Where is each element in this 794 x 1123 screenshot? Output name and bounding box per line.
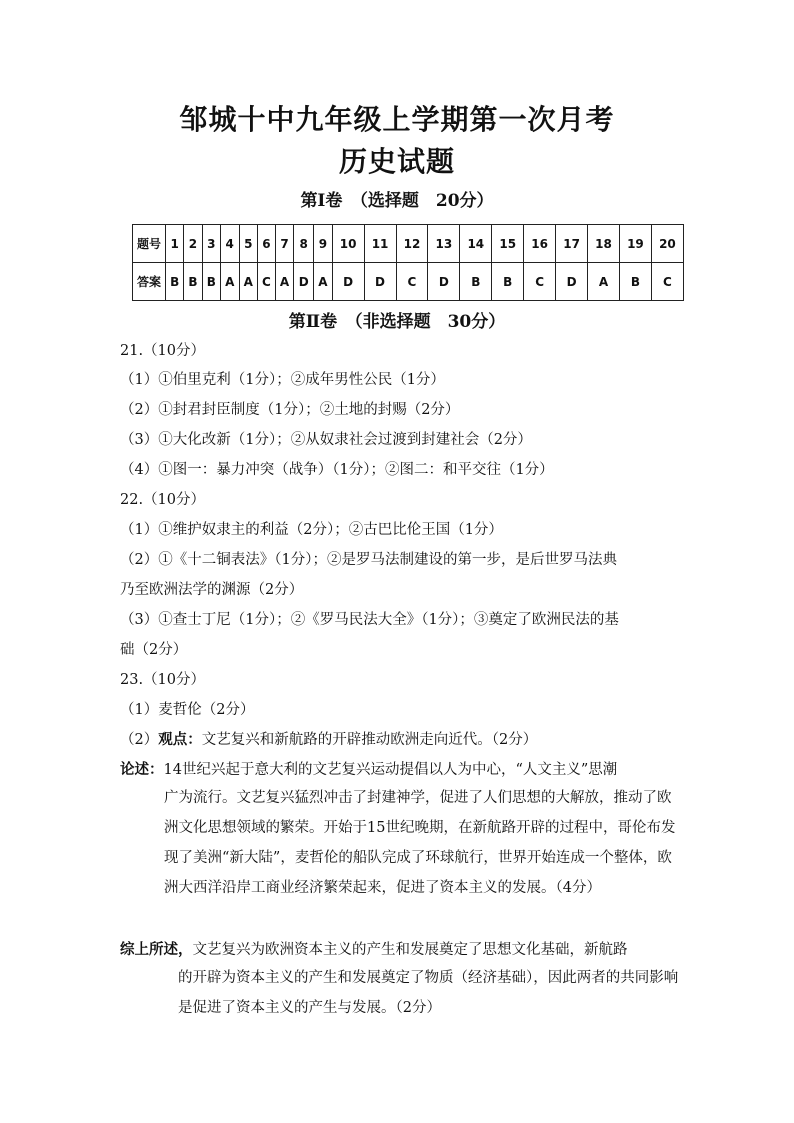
answer-cell: A [220, 263, 239, 301]
question-number-cell: 10 [332, 225, 364, 263]
q22-answer-3-line2: 础（2分） [120, 642, 188, 658]
question-number-cell: 9 [314, 225, 333, 263]
question-number-cell: 1 [166, 225, 184, 263]
answer-cell: A [239, 263, 258, 301]
answer-cell: D [428, 263, 460, 301]
q23-answer-2 [120, 730, 537, 750]
row-label-question-number: 题号 [133, 225, 166, 263]
question-number-cell: 7 [275, 225, 294, 263]
argument-first-line [120, 760, 617, 780]
answer-row [133, 263, 684, 301]
question-number-cell: 13 [428, 225, 460, 263]
q21-answer-1: （1）①伯里克利（1分）；②成年男性公民（1分） [120, 372, 445, 388]
answer-cell: B [202, 263, 220, 301]
answer-table [132, 224, 684, 301]
answer-cell: B [492, 263, 524, 301]
q23-answer-2-prefix: （2） [120, 732, 159, 748]
answer-cell: B [184, 263, 202, 301]
q21-answer-2: （2）①封君封臣制度（1分）；②土地的封赐（2分） [120, 402, 460, 418]
answer-cell: C [396, 263, 428, 301]
answer-cell: A [588, 263, 620, 301]
question-number-cell: 8 [294, 225, 314, 263]
question-number-cell: 14 [460, 225, 492, 263]
question-number-cell: 4 [220, 225, 239, 263]
question-number-cell: 15 [492, 225, 524, 263]
summary-first-text: 文艺复兴为欧洲资本主义的产生和发展奠定了思想文化基础，新航路 [192, 942, 628, 958]
q22-answer-1: （1）①维护奴隶主的利益（2分）；②古巴比伦王国（1分） [120, 522, 503, 538]
exam-subtitle: 历史试题 [338, 145, 455, 178]
question-number-cell: 12 [396, 225, 428, 263]
question-number-cell: 16 [524, 225, 556, 263]
question-number-cell: 17 [556, 225, 588, 263]
answer-cell: B [619, 263, 651, 301]
q22-answer-2-line2: 乃至欧洲法学的渊源（2分） [120, 582, 304, 598]
section-1-title: 第Ⅰ卷 （选择题 20分） [300, 191, 494, 211]
answer-cell: D [364, 263, 396, 301]
q22-answer-2-line1: （2）①《十二铜表法》（1分）；②是罗马法制建设的第一步，是后世罗马法典 [120, 552, 617, 568]
argument-body: 广为流行。文艺复兴猛烈冲击了封建神学，促进了人们思想的大解放，推动了欧洲文化思想领域的繁荣。开始于15世纪晚期，在新航路开辟的过程中，哥伦布发现了美洲“新大陆”，麦哲伦的船队完成了环球航行，世界开始连成一个整体，欧洲大西洋沿岸工商业经济繁荣起来，促进了资本主义的发展。（4分） [164, 790, 676, 896]
question-number-cell: 19 [619, 225, 651, 263]
answer-cell: A [275, 263, 294, 301]
answer-cell: D [294, 263, 314, 301]
answer-cell: C [258, 263, 276, 301]
summary-first-line [120, 940, 628, 960]
question-number-cell: 2 [184, 225, 202, 263]
q23-answer-1: （1）麦哲伦（2分） [120, 702, 255, 718]
question-number-cell: 20 [651, 225, 683, 263]
answer-cell: A [314, 263, 333, 301]
answer-cell: C [651, 263, 683, 301]
answer-cell: D [556, 263, 588, 301]
answer-cell: C [524, 263, 556, 301]
answer-cell: B [460, 263, 492, 301]
summary-label: 综上所述， [120, 941, 193, 958]
answer-cell: D [332, 263, 364, 301]
q22-answer-3-line1: （3）①查士丁尼（1分）；②《罗马民法大全》（1分）；③奠定了欧洲民法的基 [120, 612, 619, 628]
argument-first-text: 14世纪兴起于意大利的文艺复兴运动提倡以人为中心，“人文主义”思潮 [163, 762, 618, 778]
q21-answer-3: （3）①大化改新（1分）；②从奴隶社会过渡到封建社会（2分） [120, 432, 532, 448]
question-number-cell: 3 [202, 225, 220, 263]
question-number-cell: 18 [588, 225, 620, 263]
argument-label: 论述： [120, 761, 164, 778]
viewpoint-label: 观点： [158, 731, 202, 748]
section-2-title: 第Ⅱ卷 （非选择题 30分） [288, 312, 506, 332]
q21-heading: 21.（10分） [120, 343, 206, 359]
q23-heading: 23.（10分） [120, 672, 206, 688]
answer-cell: B [166, 263, 184, 301]
question-number-cell: 11 [364, 225, 396, 263]
question-number-cell: 5 [239, 225, 258, 263]
q21-answer-4: （4）①图一：暴力冲突（战争）（1分）；②图二：和平交往（1分） [120, 462, 554, 478]
question-number-cell: 6 [258, 225, 276, 263]
exam-title: 邹城十中九年级上学期第一次月考 [179, 103, 615, 136]
q22-heading: 22.（10分） [120, 492, 206, 508]
row-label-answer: 答案 [133, 263, 166, 301]
viewpoint-text: 文艺复兴和新航路的开辟推动欧洲走向近代。（2分） [201, 732, 538, 748]
question-number-row [133, 225, 684, 263]
summary-body: 的开辟为资本主义的产生和发展奠定了物质（经济基础），因此两者的共同影响是促进了资本主义的产生与发展。（2分） [178, 970, 679, 1016]
